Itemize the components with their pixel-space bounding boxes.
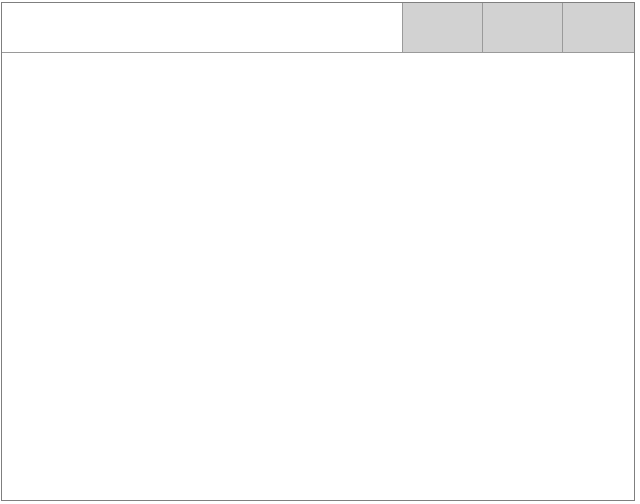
column-header-2015 (402, 3, 482, 52)
column-header-2016 (482, 3, 562, 52)
column-header-change (562, 3, 634, 52)
table-header (2, 3, 634, 53)
table-title (2, 3, 402, 52)
indicators-table (1, 2, 635, 501)
